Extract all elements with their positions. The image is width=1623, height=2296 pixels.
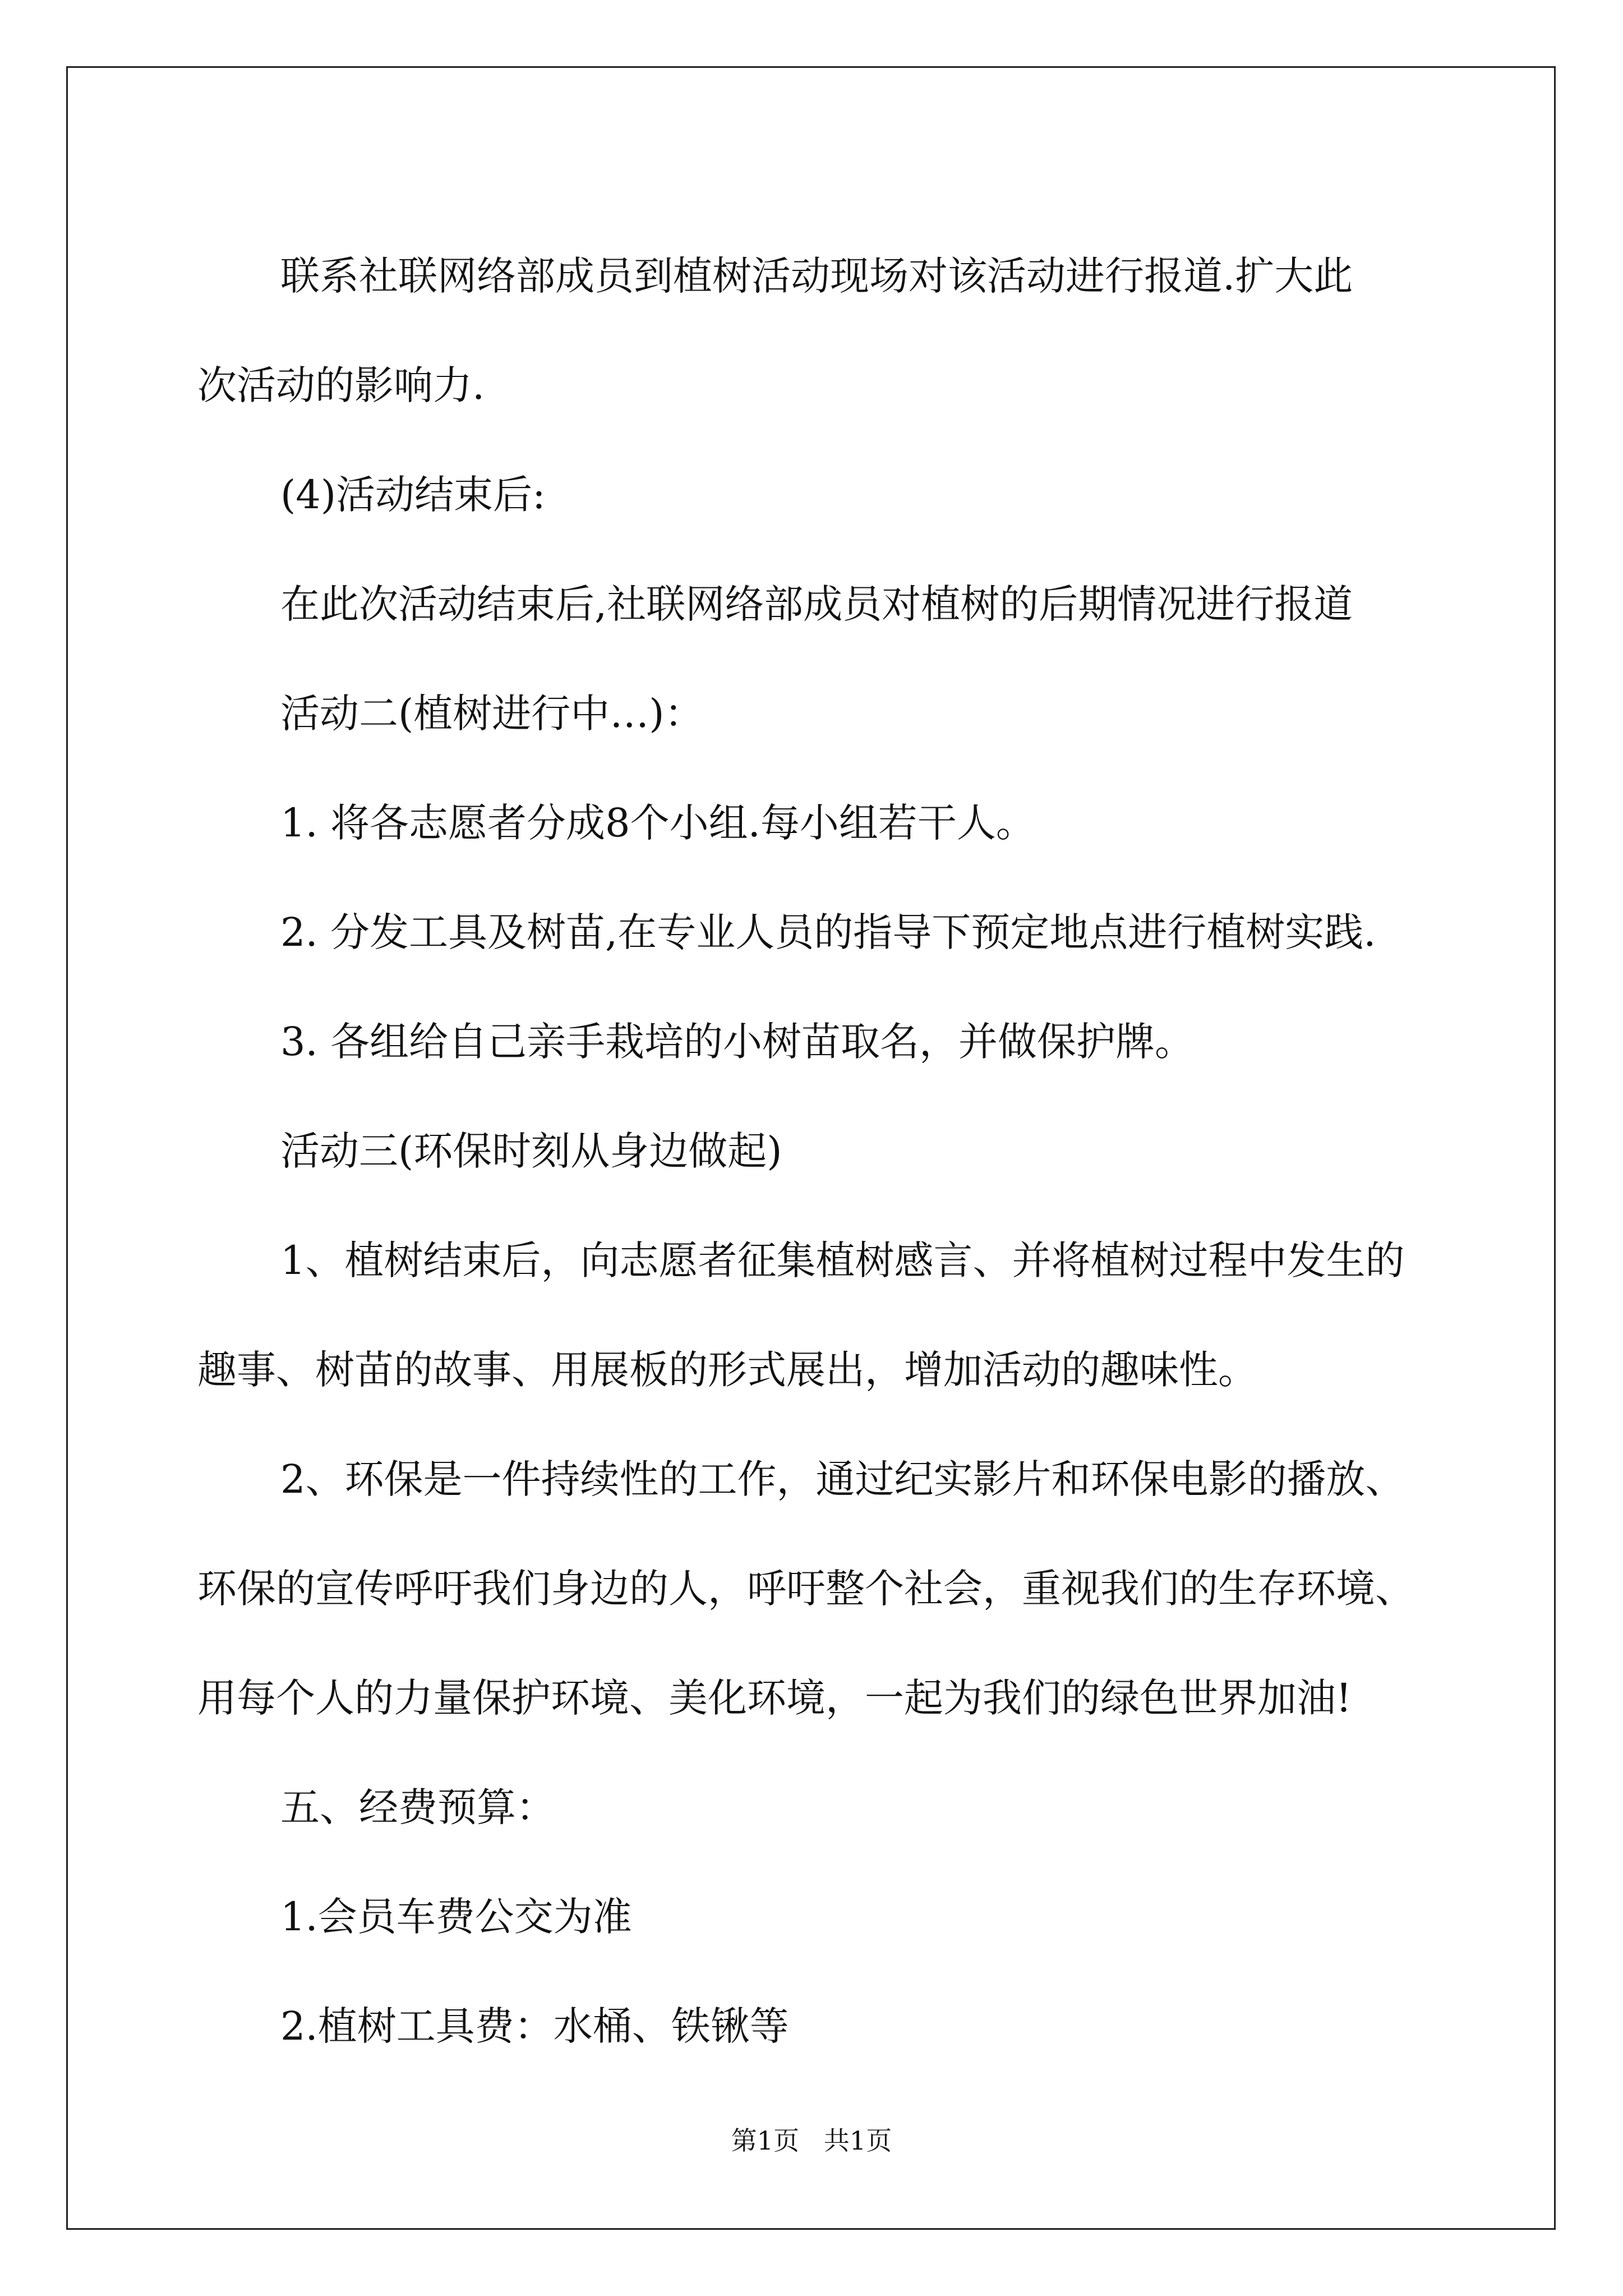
list-item: 2. 分发工具及树苗,在专业人员的指导下预定地点进行植树实践. (280, 909, 1376, 955)
paragraph: 环保的宣传呼吁我们身边的人，呼吁整个社会，重视我们的生存环境、 (197, 1566, 1414, 1612)
page-number-footer: 第1页 共1页 (731, 2125, 892, 2156)
paragraph: 用每个人的力量保护环境、美化环境，一起为我们的绿色世界加油! (197, 1675, 1352, 1721)
section-heading: 五、经费预算： (280, 1784, 555, 1830)
paragraph: (4)活动结束后: (280, 472, 546, 518)
list-item: 2、环保是一件持续性的工作，通过纪实影片和环保电影的播放、 (280, 1456, 1405, 1502)
list-item: 1.会员车费公交为准 (280, 1894, 632, 1940)
section-heading: 活动三(环保时刻从身边做起) (280, 1128, 782, 1174)
list-item: 3. 各组给自己亲手栽培的小树苗取名，并做保护牌。 (280, 1019, 1195, 1065)
list-item: 2.植树工具费：水桶、铁锹等 (280, 2003, 789, 2049)
list-item: 1、植树结束后，向志愿者征集植树感言、并将植树过程中发生的 (280, 1237, 1405, 1283)
document-body (197, 222, 1487, 2081)
section-heading: 活动二(植树进行中…)： (280, 691, 704, 737)
paragraph: 在此次活动结束后,社联网络部成员对植树的后期情况进行报道 (280, 581, 1353, 627)
paragraph: 趣事、树苗的故事、用展板的形式展出，增加活动的趣味性。 (197, 1347, 1257, 1393)
list-item: 1. 将各志愿者分成8个小组.每小组若干人。 (280, 800, 1035, 846)
paragraph: 联系社联网络部成员到植树活动现场对该活动进行报道.扩大此 (280, 253, 1353, 299)
paragraph: 次活动的影响力. (197, 362, 485, 408)
